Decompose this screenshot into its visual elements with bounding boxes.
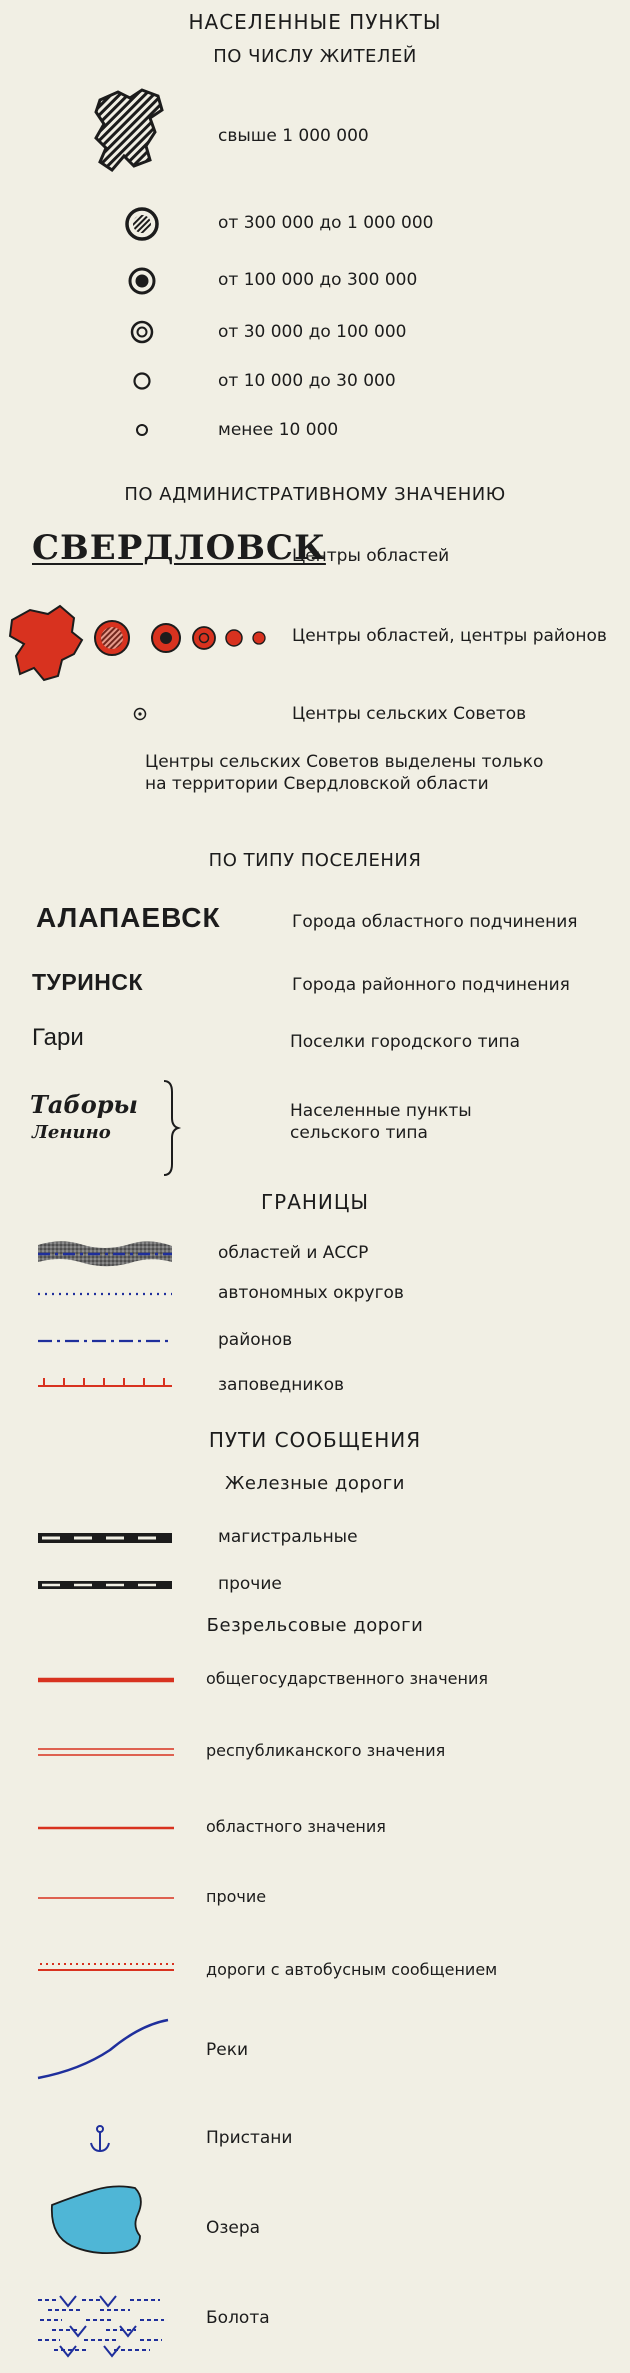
type-label-rural-1: Населенные пункты <box>290 1101 472 1121</box>
anchor-icon <box>91 2126 109 2151</box>
sample-oblast-center: СВЕРДЛОВСК <box>32 528 326 568</box>
border-label-raion: районов <box>218 1330 293 1350</box>
sample-rural-2: Ленино <box>32 1122 111 1143</box>
small-circle-icon <box>135 374 150 389</box>
road-label-oblast: областного значения <box>206 1817 386 1836</box>
population-label-10k: от 10 000 до 30 000 <box>218 371 396 391</box>
railway-label-other: прочие <box>218 1574 282 1594</box>
bus-road-icon <box>38 1964 174 1970</box>
subsection-title-roads: Безрельсовые дороги <box>206 1615 424 1636</box>
dot-circle-icon <box>130 269 154 293</box>
hydro-label-rivers: Реки <box>206 2040 249 2060</box>
subsection-title-population: ПО ЧИСЛУ ЖИТЕЛЕЙ <box>213 46 417 67</box>
sample-oblast-city: АЛАПАЕВСК <box>36 902 221 933</box>
type-label-oblast-city: Города областного подчинения <box>292 912 578 932</box>
main-railway-icon <box>38 1533 172 1543</box>
village-soviet-icon <box>135 709 146 720</box>
admin-label-oblast-centers: Центры областей <box>292 546 450 566</box>
section-title-settlements: НАСЕЛЕННЫЕ ПУНКТЫ <box>188 10 442 34</box>
sample-rural-1: Таборы <box>30 1090 138 1119</box>
type-label-rural-2: сельского типа <box>290 1123 428 1143</box>
reserve-border-icon <box>38 1378 172 1386</box>
hydro-label-piers: Пристани <box>206 2128 293 2148</box>
double-ring-icon <box>132 322 152 342</box>
admin-note-line1: Центры сельских Советов выделены только <box>145 752 544 772</box>
railway-label-main: магистральные <box>218 1527 358 1547</box>
tiny-circle-icon <box>137 425 147 435</box>
brace-icon <box>164 1081 178 1175</box>
other-railway-icon <box>38 1581 172 1589</box>
population-label-30k: от 30 000 до 100 000 <box>218 322 407 342</box>
subsection-title-railways: Железные дороги <box>225 1473 405 1494</box>
road-label-national: общегосударственного значения <box>206 1669 488 1688</box>
subsection-title-type: ПО ТИПУ ПОСЕЛЕНИЯ <box>208 850 422 871</box>
sample-pgt: Гари <box>32 1024 84 1051</box>
lake-icon <box>52 2186 141 2253</box>
border-label-okrug: автономных округов <box>218 1283 404 1303</box>
road-label-other: прочие <box>206 1887 267 1906</box>
border-label-oblast: областей и АССР <box>218 1243 369 1263</box>
swamp-icon <box>38 2296 164 2356</box>
population-label-100k: от 100 000 до 300 000 <box>218 270 418 290</box>
hydro-label-lakes: Озера <box>206 2218 261 2238</box>
hatched-circle-icon <box>127 209 157 239</box>
hatched-city-icon <box>96 90 162 170</box>
border-label-reserve: заповедников <box>218 1375 345 1395</box>
road-label-republic: республиканского значения <box>206 1741 446 1760</box>
type-label-raion-city: Города районного подчинения <box>292 975 570 995</box>
subsection-title-admin: ПО АДМИНИСТРАТИВНОМУ ЗНАЧЕНИЮ <box>124 484 506 505</box>
oblast-border-icon <box>38 1241 172 1266</box>
river-icon <box>38 2020 168 2078</box>
section-title-borders: ГРАНИЦЫ <box>260 1190 370 1214</box>
population-label-less-10k: менее 10 000 <box>218 420 339 440</box>
population-label-300k: от 300 000 до 1 000 000 <box>218 213 434 233</box>
road-label-bus: дороги с автобусным сообщением <box>206 1960 498 1979</box>
hydro-label-swamps: Болота <box>206 2308 270 2328</box>
admin-label-village-soviet: Центры сельских Советов <box>292 704 527 724</box>
type-label-pgt: Поселки городского типа <box>290 1032 521 1052</box>
admin-note-line2: на территории Свердловской области <box>145 774 489 794</box>
red-centers-icon <box>10 606 265 680</box>
republic-road-icon <box>38 1749 174 1755</box>
population-label-1m: свыше 1 000 000 <box>218 126 369 146</box>
sample-raion-city: ТУРИНСК <box>32 969 143 995</box>
section-title-transport: ПУТИ СООБЩЕНИЯ <box>208 1428 422 1452</box>
admin-label-raion-centers: Центры областей, центры районов <box>292 626 607 646</box>
